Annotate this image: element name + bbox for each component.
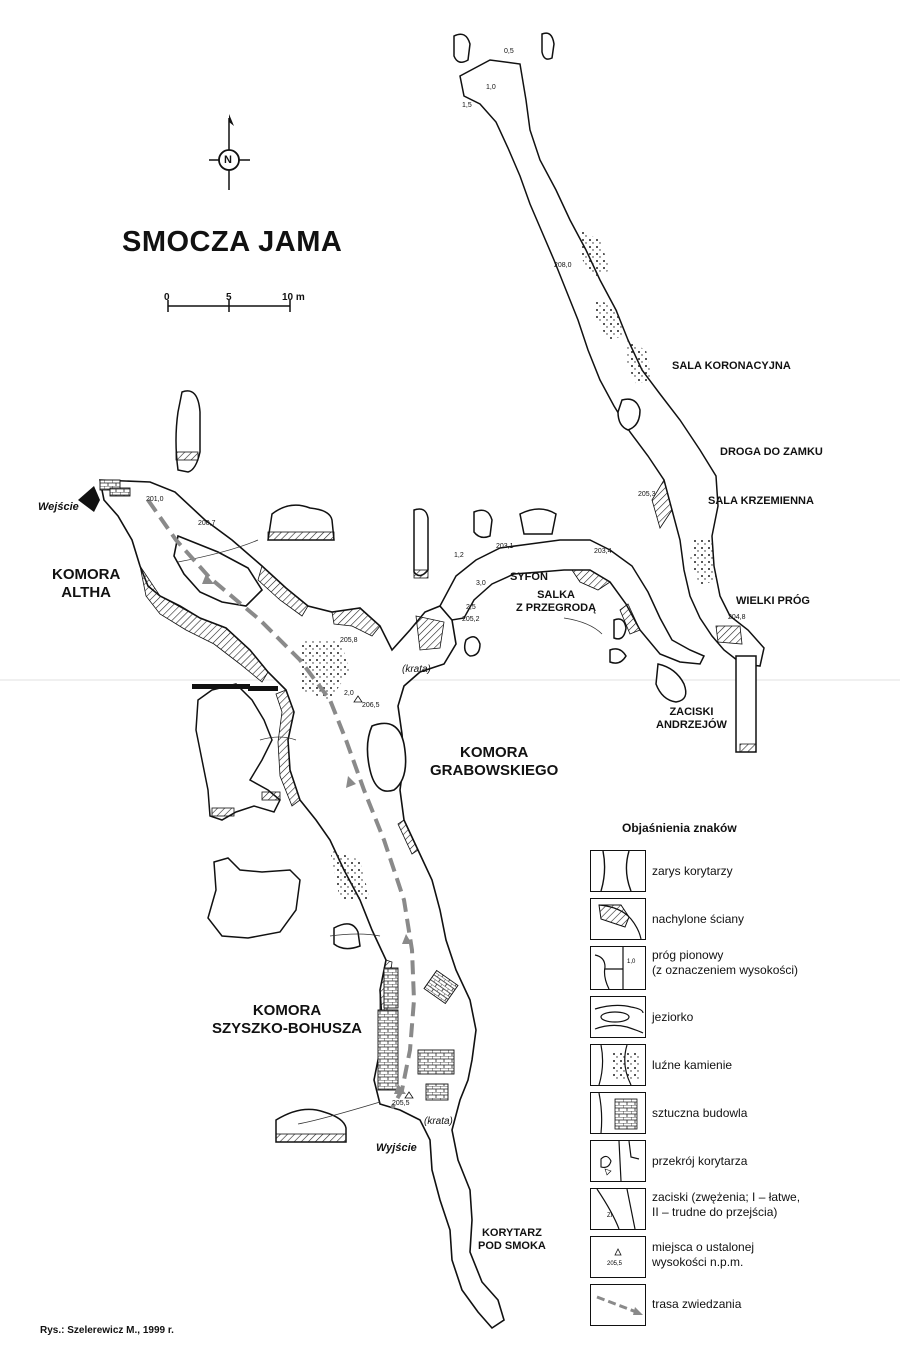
exit-label: Wyjście — [376, 1142, 417, 1154]
step-value: 1,2 — [454, 552, 464, 559]
cave-outline-north-east — [454, 33, 764, 752]
sloped-walls-icon — [590, 898, 646, 940]
artificial-structure-icon — [590, 1092, 646, 1134]
legend-label: sztuczna budowla — [652, 1106, 748, 1120]
height-label: 205,3 — [638, 491, 656, 498]
north-arrow-icon — [209, 114, 250, 190]
elevation-point-icon — [590, 1236, 646, 1278]
step-value: 0,5 — [504, 48, 514, 55]
legend-label: miejsca o ustalonej wysokości n.p.m. — [652, 1240, 755, 1269]
height-label: 203,4 — [594, 548, 612, 555]
legend-sample-squeeze: ZI — [607, 1213, 613, 1219]
label-wielki-prog: WIELKI PRÓG — [736, 595, 810, 607]
step-value: 2,0 — [344, 690, 354, 697]
pond-icon — [590, 996, 646, 1038]
tour-route-icon — [590, 1284, 646, 1326]
step-value: 2,5 — [466, 604, 476, 611]
cross-section-icon — [590, 1140, 646, 1182]
krata-label-2: (krata) — [424, 1116, 453, 1127]
label-sala-koronacyjna: SALA KORONACYJNA — [672, 360, 791, 372]
legend-label: trasa zwiedzania — [652, 1297, 742, 1311]
scale-tick-0: 0 — [164, 292, 170, 303]
north-label: N — [224, 154, 232, 166]
label-droga-do-zamku: DROGA DO ZAMKU — [720, 446, 823, 458]
scale-tick-10: 10 m — [282, 292, 305, 303]
height-label: 201,0 — [146, 496, 164, 503]
label-zaciski-andrzejow: ZACISKI ANDRZEJÓW — [656, 706, 727, 731]
legend-title: Objaśnienia znaków — [622, 821, 737, 835]
legend-label: jeziorko — [652, 1010, 694, 1024]
height-label: 200,7 — [198, 520, 216, 527]
chamber-komora-szyszko-bohusza: KOMORA SZYSZKO-BOHUSZA — [212, 1002, 362, 1037]
chamber-komora-altha: KOMORA ALTHA — [52, 566, 121, 601]
label-salka-z-przegroda: SALKA Z PRZEGRODĄ — [516, 589, 597, 614]
legend-label: próg pionowy (z oznaczeniem wysokości) — [652, 948, 799, 977]
legend-sample-elevation: 205,5 — [607, 1261, 623, 1267]
legend-label: nachylone ściany — [652, 912, 745, 926]
height-label: 208,0 — [554, 262, 572, 269]
height-label: 205,8 — [340, 637, 358, 644]
entrance-label: Wejście — [38, 501, 79, 513]
height-label: 205,5 — [392, 1100, 410, 1107]
height-label: 205,2 — [462, 616, 480, 623]
legend-label: zarys korytarzy — [652, 864, 733, 878]
step-value: 1,5 — [462, 102, 472, 109]
chamber-komora-grabowskiego: KOMORA GRABOWSKIEGO — [430, 744, 559, 779]
legend-label: przekrój korytarza — [652, 1154, 748, 1168]
corridor-outline-icon — [590, 850, 646, 892]
label-syfon: SYFON — [510, 571, 548, 583]
step-value: 3,0 — [476, 580, 486, 587]
height-label: 204,8 — [728, 614, 746, 621]
vertical-step-icon — [590, 946, 646, 990]
label-sala-krzemienna: SALA KRZEMIENNA — [708, 495, 814, 507]
entrance-arrow-icon — [78, 486, 100, 512]
loose-stones-icon — [590, 1044, 646, 1086]
map-title: SMOCZA JAMA — [122, 226, 343, 258]
scale-tick-5: 5 — [226, 292, 232, 303]
legend-sample-step: 1,0 — [627, 959, 636, 965]
legend-label: luźne kamienie — [652, 1058, 733, 1072]
krata-label-1: (krata) — [402, 664, 431, 675]
height-label: 206,5 — [362, 702, 380, 709]
step-value: 1,0 — [486, 84, 496, 91]
label-korytarz-pod-smoka: KORYTARZ POD SMOKA — [478, 1227, 546, 1252]
squeeze-icon — [590, 1188, 646, 1230]
credit: Rys.: Szelerewicz M., 1999 r. — [40, 1325, 174, 1336]
height-label: 203,1 — [496, 543, 514, 550]
legend-label: zaciski (zwężenia; I – łatwe, II – trudne do przejścia) — [652, 1190, 801, 1219]
